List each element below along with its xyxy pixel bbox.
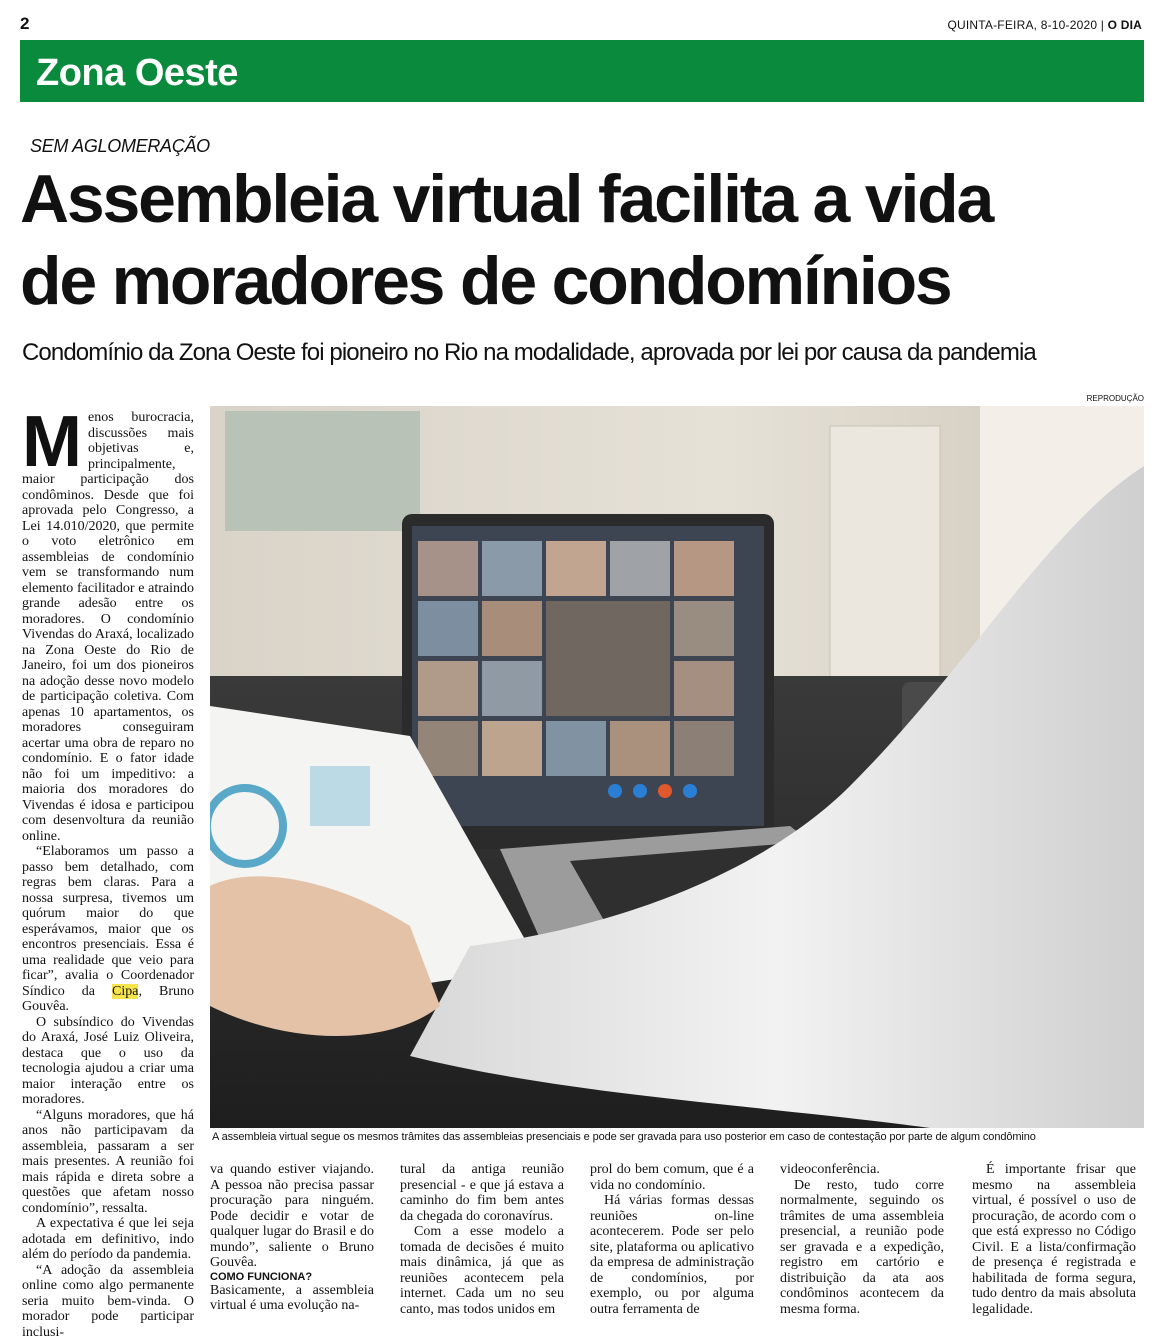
end-call-button: [658, 784, 672, 798]
photo-credit: REPRODUÇÃO: [1086, 394, 1144, 403]
paragraph-3: O subsíndico do Vivendas do Araxá, José Luiz Oliveira, destaca que o uso da tecnologia ajudou a criar uma maior interação entre os moradores.: [22, 1014, 194, 1107]
section-subtitle: COMO FUNCIONA?: [210, 1270, 313, 1283]
photo-door: [830, 426, 940, 716]
article-column-2: [210, 1162, 374, 1314]
headline: [20, 158, 1150, 322]
article-column-4: [590, 1162, 754, 1317]
headline-line-1: Assembleia virtual facilita a vida: [20, 161, 993, 237]
paragraph-continued: prol do bem comum, que é a vida no condomínio.: [590, 1162, 754, 1193]
paragraph-1-text: enos burocracia, discussões mais objetivas e, principalmente, maior participação dos condôminos. Desde que foi aprovada pelo Congresso, a Lei 14.010/2020, que permite o voto eletrônico em assembleias de condomínio vem se transformando num elemento facilitador e atraindo grande adesão entre os moradores. O condomínio Vivendas do Araxá, localizado na Zona Oeste do Rio de Janeiro, foi um dos pioneiros na adoção desse novo modelo de participação coletiva. Com apenas 10 apartamentos, os moradores conseguiram acertar uma obra de reparo no condomínio. E o fator idade não foi um impeditivo: a maioria dos moradores do Vivendas é idosa e participou com desenvoltura da reunião online.: [22, 410, 194, 844]
paragraph: De resto, tudo corre normalmente, seguindo os trâmites de uma assembleia presencial, a reunião pode ser gravada e a expedição, registro em cartório e distribuição da ata aos condôminos acontecem da mesma forma.: [780, 1177, 944, 1317]
paragraph-6: “A adoção da assembleia online como algo permanente seria muito bem-vinda. O morador pode participar inclusi-: [22, 1262, 194, 1340]
highlighted-word: Cipa: [112, 983, 139, 999]
paragraph: Com a esse modelo a tomada de decisões é muito mais dinâmica, já que as reuniões acontecem pela internet. Cada um no seu canto, mas todos unidos em: [400, 1224, 564, 1317]
edition-info: [947, 18, 1142, 32]
paragraph: É importante frisar que mesmo na assembleia virtual, é possível o uso de procuração, de acordo com o que está expresso no Código Civil. E a lista/confirmação de presença é registrada e habilitada de forma segura, tudo dentro da mais absoluta legalidade.: [972, 1162, 1136, 1317]
headline-line-2: de moradores de condomínios: [20, 243, 951, 319]
paragraph-continued: videoconferência.: [780, 1162, 880, 1177]
share-button: [683, 784, 697, 798]
video-main-speaker: [546, 601, 670, 716]
paragraph-continued: va quando estiver viajando. A pessoa não precisa passar procuração para ninguém. Pode decidir e votar de qualquer lugar do Brasil e do mundo”, saliente o Bruno Gouvêa.: [210, 1162, 374, 1270]
paragraph-4: “Alguns moradores, que há anos não participavam da assembleia, passaram a ser mais presentes. A reunião foi mais rápida e direta sobre a questões que afetam nosso condomínio”, ressalta.: [22, 1107, 194, 1216]
article-photo: [210, 406, 1144, 1128]
mic-button: [633, 784, 647, 798]
paragraph-2-text-a: “Elaboramos um passo a passo bem detalhado, com regras bem claras. Para a nossa surpresa, tivemos um quórum maior do que esperávamos, maior que os encontros presenciais. Essa é uma realidade que veio para ficar”, avalia o Coordenador Síndico da: [22, 844, 194, 999]
paper-bar-chart: [310, 766, 370, 826]
article-column-1: [22, 402, 194, 1340]
subheadline: Condomínio da Zona Oeste foi pioneiro no Rio na modalidade, aprovada por lei por causa da pandemia: [22, 339, 1036, 366]
page-number: 2: [20, 14, 30, 33]
paragraph-5: A expectativa é que lei seja adotada em definitivo, indo além do período da pandemia.: [22, 1216, 194, 1262]
edition-separator: |: [1100, 18, 1105, 32]
paragraph-2-text-b: , Bruno Gouvêa.: [22, 983, 194, 1014]
section-bar: [20, 40, 1144, 102]
section-title: Zona Oeste: [36, 52, 238, 94]
newspaper-name: O DIA: [1107, 18, 1142, 32]
call-button: [608, 784, 622, 798]
paragraph-1: [22, 402, 194, 844]
photo-caption: A assembleia virtual segue os mesmos trâmites das assembleias presenciais e pode ser gravada para uso posterior em caso de contestação por parte de algum condômino: [212, 1131, 1036, 1143]
dropcap: M: [22, 402, 82, 482]
paragraph: Há várias formas dessas reuniões on-line acontecerem. Pode ser pelo site, plataforma ou aplicativo da empresa de administração de condomínios, por exemplo, ou por alguma outra ferramenta de: [590, 1193, 754, 1317]
paragraph: Basicamente, a assembleia virtual é uma evolução na-: [210, 1282, 374, 1313]
paragraph-continued: tural da antiga reunião presencial - e que já estava a caminho do fim bem antes da chegada do coronavírus.: [400, 1162, 564, 1224]
edition-date: QUINTA-FEIRA, 8-10-2020: [947, 18, 1098, 32]
paragraph-2: [22, 844, 194, 1015]
article-column-5: [780, 1162, 944, 1317]
photo-painting: [225, 411, 420, 531]
article-column-3: [400, 1162, 564, 1317]
article-kicker: SEM AGLOMERAÇÃO: [30, 136, 210, 156]
article-column-6: [972, 1162, 1136, 1317]
